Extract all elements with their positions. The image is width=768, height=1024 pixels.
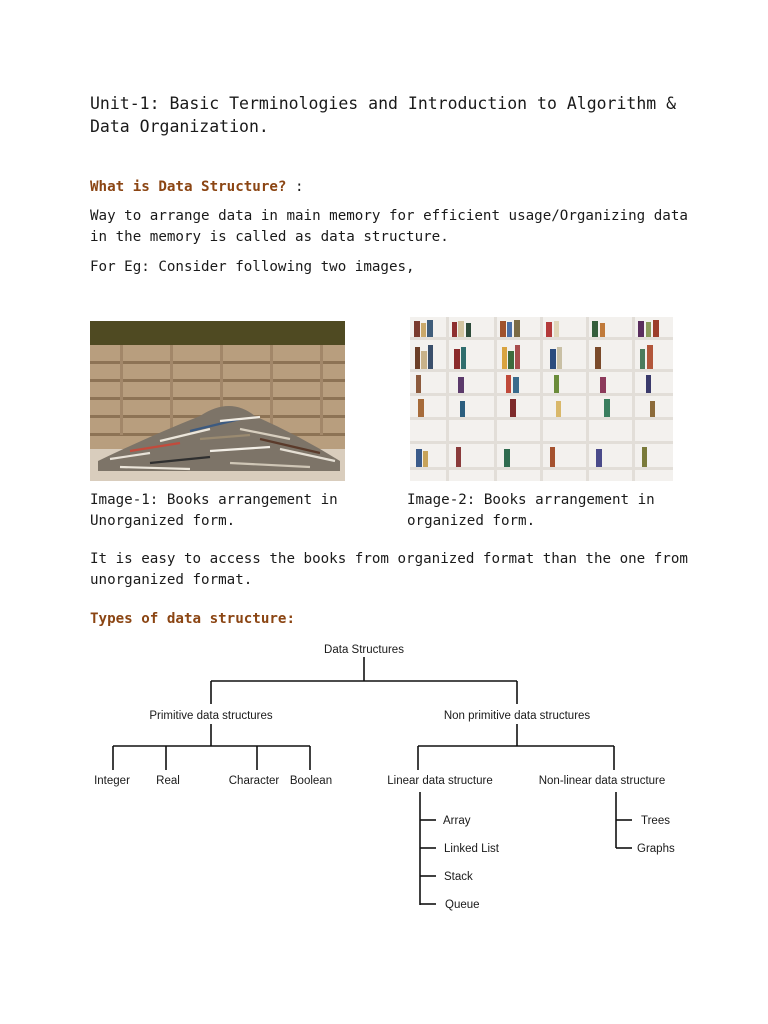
image2-caption: Image-2: Books arrangement in organized form. — [407, 492, 655, 529]
image1-caption: Image-1: Books arrangement in Unorganized form. — [90, 492, 338, 529]
comparison-paragraph: It is easy to access the books from organized format than the one from unorganized format. — [90, 551, 688, 588]
section-heading-types: Types of data structure: — [90, 611, 295, 627]
tree-node-primitive: Primitive data structures — [149, 710, 273, 722]
page-title: Unit-1: Basic Terminologies and Introduction to Algorithm & Data Organization. — [90, 94, 677, 136]
tree-node-non-primitive: Non primitive data structures — [443, 710, 591, 722]
tree-node-linear: Linear data structure — [387, 775, 493, 787]
tree-leaf-linked-list: Linked List — [444, 843, 499, 855]
tree-leaf-boolean: Boolean — [289, 775, 333, 787]
tree-leaf-graphs: Graphs — [637, 843, 675, 855]
tree-leaf-trees: Trees — [641, 815, 670, 827]
tree-leaf-integer: Integer — [94, 775, 130, 787]
tree-leaf-array: Array — [443, 815, 471, 827]
definition-paragraph: Way to arrange data in main memory for efficient usage/Organizing data in the memory is called as data structure. — [90, 208, 688, 245]
tree-node-non-linear: Non-linear data structure — [538, 775, 666, 787]
example-intro: For Eg: Consider following two images, — [90, 259, 415, 275]
tree-leaf-stack: Stack — [444, 871, 473, 883]
tree-leaf-real: Real — [156, 775, 180, 787]
tree-leaf-character: Character — [228, 775, 280, 787]
tree-node-root: Data Structures — [324, 644, 404, 656]
section-heading-colon: : — [286, 179, 304, 195]
section-heading-text: What is Data Structure? — [90, 179, 287, 195]
tree-leaf-queue: Queue — [445, 899, 480, 911]
